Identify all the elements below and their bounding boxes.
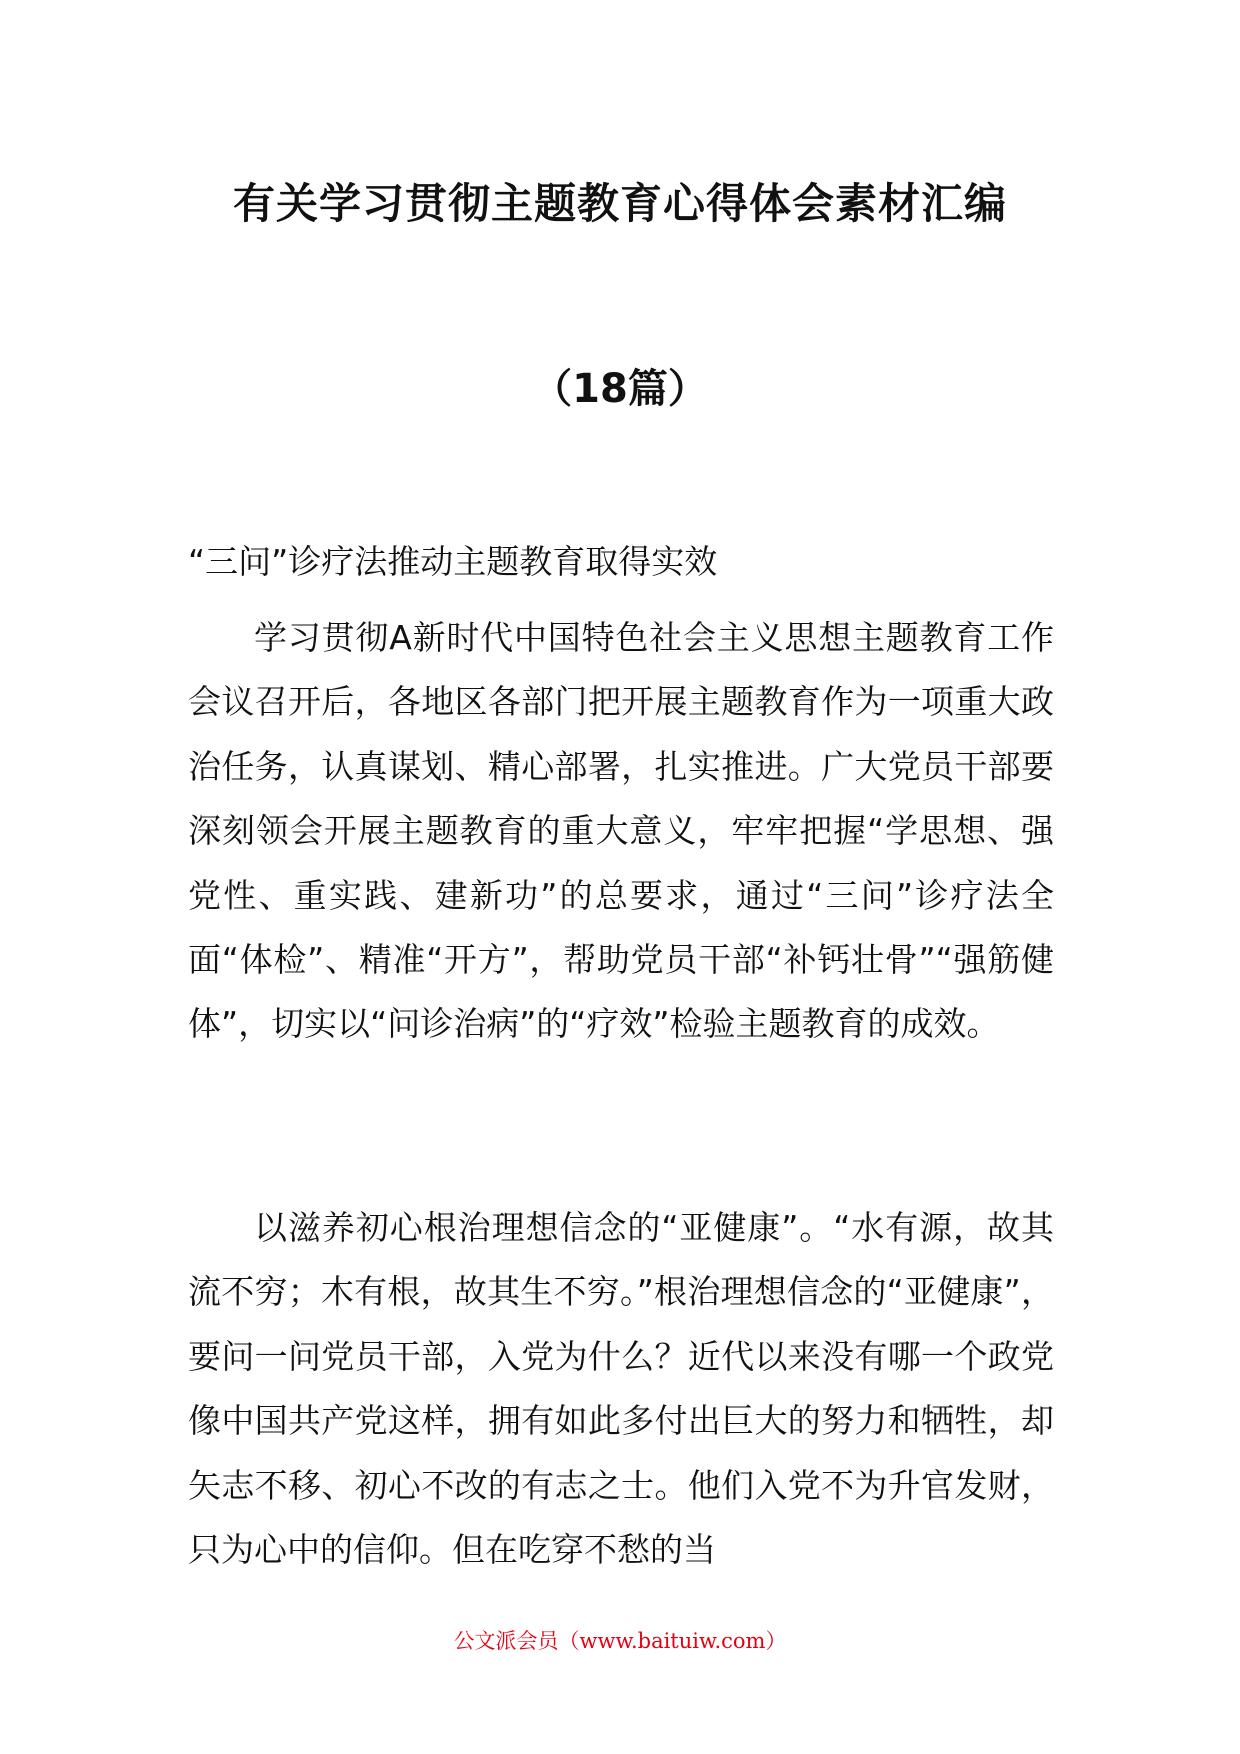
document-title: 有关学习贯彻主题教育心得体会素材汇编 [232,179,1007,228]
body-paragraph-2: 以滋养初心根治理想信念的“亚健康”。“水有源，故其流不穷；木有根，故其生不穷。”根治理想信念的“亚健康”，要问一问党员干部，入党为什么？近代以来没有哪一个政党像中国共产党这样，拥有如此多付出巨大的努力和牺牲，却矢志不移、初心不改的有志之士。他们入党不为升官发财，只为心中的信仰。但在吃穿不愁的当 [188,1208,1054,1570]
article-heading: “三问”诊疗法推动主题教育取得实效 [188,542,718,581]
footer-watermark: 公文派会员（www.baituiw.com） [453,1629,787,1653]
body-paragraph-1: 学习贯彻A新时代中国特色社会主义思想主题教育工作会议召开后，各地区各部门把开展主题教育作为一项重大政治任务，认真谋划、精心部署，扎实推进。广大党员干部要深刻领会开展主题教育的重大意义，牢牢把握“学思想、强党性、重实践、建新功”的总要求，通过“三问”诊疗法全面“体检”、精准“开方”，帮助党员干部“补钙壮骨”“强筋健体”，切实以“问诊治病”的“疗效”检验主题教育的成效。 [188,618,1054,1044]
document-subtitle: （18篇） [532,366,708,412]
